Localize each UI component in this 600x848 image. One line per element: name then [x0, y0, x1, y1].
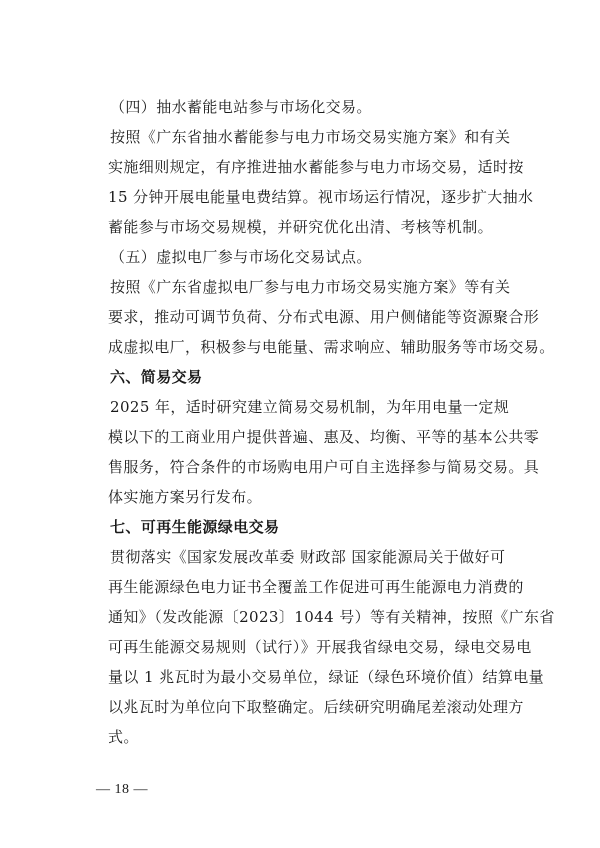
section-6-heading: 六、简易交易: [110, 368, 203, 386]
paragraph-line: 通知》（发改能源〔2023〕1044 号）等有关精神，按照《广东省: [108, 608, 555, 626]
section-4-paragraph: [108, 122, 534, 242]
section-6-paragraph: [108, 392, 540, 512]
document-body: [108, 92, 555, 752]
paragraph-line: 按照《广东省抽水蓄能参与电力市场交易实施方案》和有关: [110, 128, 511, 146]
paragraph-line: 成虚拟电厂，积极参与电能量、需求响应、辅助服务等市场交易。: [108, 338, 555, 356]
paragraph-line: 蓄能参与市场交易规模，并研究优化出清、考核等机制。: [108, 218, 494, 236]
page-number: — 18 —: [96, 782, 148, 797]
paragraph-line: 量以 1 兆瓦时为最小交易单位，绿证（绿色环境价值）结算电量: [108, 668, 545, 686]
paragraph-line: 体实施方案另行发布。: [108, 488, 263, 506]
paragraph-line: 可再生能源交易规则（试行）》开展我省绿电交易，绿电交易电: [108, 638, 532, 656]
paragraph-line: 2025 年，适时研究建立简易交易机制，为年用电量一定规: [110, 398, 510, 416]
section-5-paragraph: [108, 272, 555, 362]
paragraph-line: 再生能源绿色电力证书全覆盖工作促进可再生能源电力消费的: [108, 578, 524, 596]
paragraph-line: 15 分钟开展电能量电费结算。视市场运行情况，逐步扩大抽水: [108, 188, 534, 206]
paragraph-line: 按照《广东省虚拟电厂参与电力市场交易实施方案》等有关: [110, 278, 511, 296]
section-7-paragraph: [108, 542, 555, 752]
paragraph-line: 要求，推动可调节负荷、分布式电源、用户侧储能等资源聚合形: [108, 308, 540, 326]
paragraph-line: 模以下的工商业用户提供普遍、惠及、均衡、平等的基本公共零: [108, 428, 540, 446]
paragraph-line: 贯彻落实《国家发展改革委 财政部 国家能源局关于做好可: [110, 548, 506, 566]
section-4-heading: （四）抽水蓄能电站参与市场化交易。: [110, 98, 372, 116]
paragraph-line: 实施细则规定，有序推进抽水蓄能参与电力市场交易，适时按: [108, 158, 524, 176]
section-5-heading: （五）虚拟电厂参与市场化交易试点。: [110, 248, 372, 266]
section-7-heading: 七、可再生能源绿电交易: [110, 518, 280, 536]
paragraph-line: 售服务，符合条件的市场购电用户可自主选择参与简易交易。具: [108, 458, 540, 476]
paragraph-line: 以兆瓦时为单位向下取整确定。后续研究明确尾差滚动处理方: [108, 698, 524, 716]
paragraph-line: 式。: [108, 728, 139, 746]
